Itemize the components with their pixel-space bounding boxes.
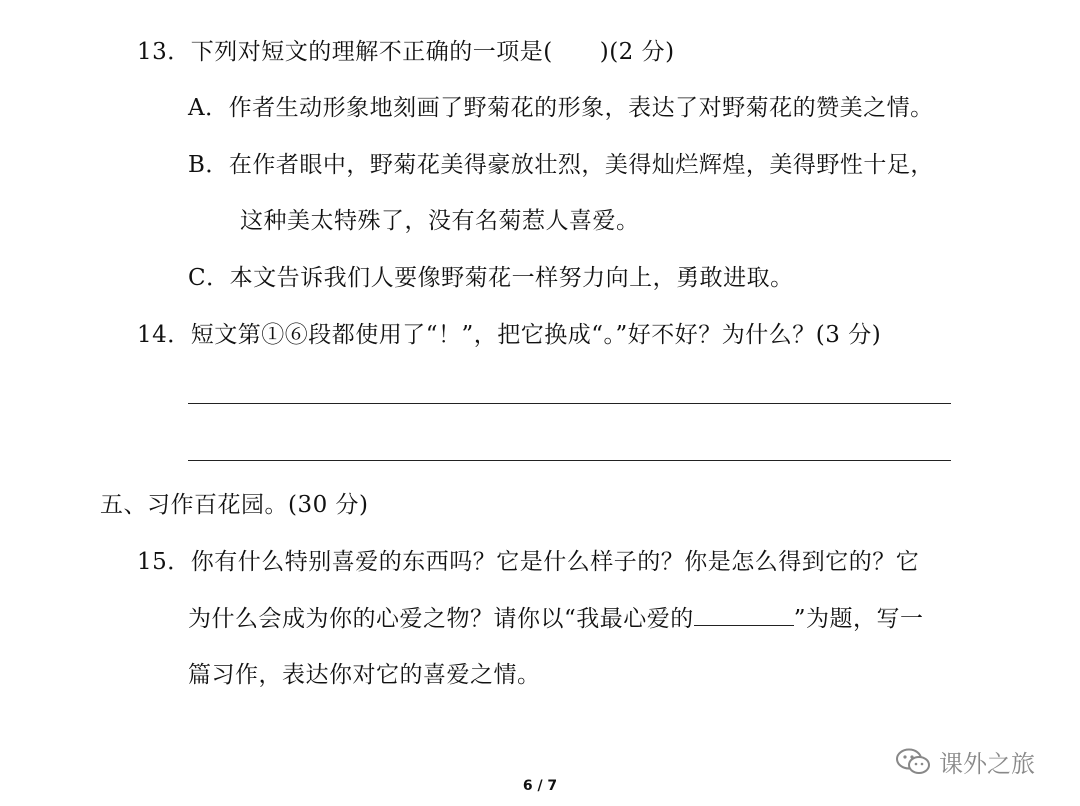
q13-option-a: A．作者生动形象地刻画了野菊花的形象，表达了对野菊花的赞美之情。 — [188, 95, 934, 121]
q15-line3: 篇习作，表达你对它的喜爱之情。 — [188, 662, 541, 688]
q14-stem: 14．短文第①⑥段都使用了“！”，把它换成“。”好不好？为什么？(3 分) — [137, 322, 882, 348]
q15-line2-start: 为什么会成为你的心爱之物？请你以“我最心爱的 — [188, 606, 694, 632]
q13-option-b-line2: 这种美太特殊了，没有名菊惹人喜爱。 — [240, 208, 640, 234]
q15-line2 — [188, 603, 924, 634]
answer-line-1[interactable] — [188, 403, 951, 404]
title-blank[interactable] — [694, 603, 794, 626]
q15-line2-end: ”为题，写一 — [793, 606, 924, 632]
watermark-text: 课外之旅 — [939, 750, 1035, 778]
answer-line-2[interactable] — [188, 460, 951, 461]
q13-option-c: C．本文告诉我们人要像野菊花一样努力向上，勇敢进取。 — [188, 265, 794, 291]
q13-stem: 13．下列对短文的理解不正确的一项是( )(2 分) — [137, 39, 675, 65]
watermark — [895, 744, 1035, 779]
q15-line1: 15．你有什么特别喜爱的东西吗？它是什么样子的？你是怎么得到它的？它 — [137, 549, 920, 575]
section-5-title: 五、习作百花园。(30 分) — [100, 492, 369, 518]
page-number: 6 / 7 — [522, 778, 558, 794]
wechat-icon — [895, 747, 933, 777]
q13-option-b-line1: B．在作者眼中，野菊花美得豪放壮烈，美得灿烂辉煌，美得野性十足， — [188, 152, 934, 178]
